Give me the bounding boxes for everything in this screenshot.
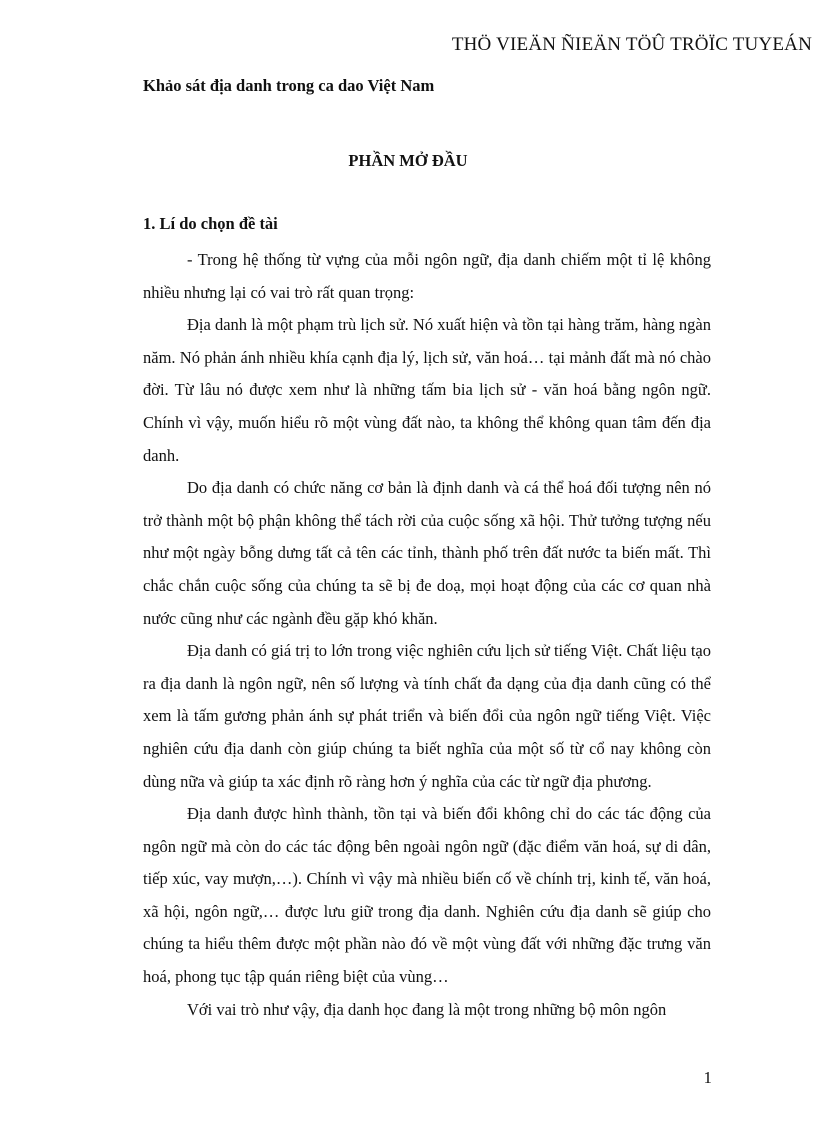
page-number: 1 <box>703 1068 712 1087</box>
body-text <box>143 244 711 1026</box>
paragraph-5: Địa danh được hình thành, tồn tại và biến đổi không chỉ do các tác động của ngôn ngữ mà còn do các tác động bên ngoài ngôn ngữ (đặc điểm văn hoá, sự di dân, tiếp xúc, vay mượn,…). Chính vì vậy mà nhiều biến cố về chính trị, kinh tế, văn hoá, xã hội, ngôn ngữ,… được lưu giữ trong địa danh. Nghiên cứu địa danh sẽ giúp cho chúng ta hiểu thêm được một phần nào đó về một vùng đất với những đặc trưng văn hoá, phong tục tập quán riêng biệt của vùng… <box>143 804 711 987</box>
paragraph-3: Do địa danh có chức năng cơ bản là định danh và cá thể hoá đối tượng nên nó trở thành một bộ phận không thể tách rời của cuộc sống xã hội. Thử tưởng tượng nếu như một ngày bỗng dưng tất cả tên các tỉnh, thành phố trên đất nước ta biến mất. Thì chắc chắn cuộc sống của chúng ta sẽ bị đe doạ, mọi hoạt động của các cơ quan nhà nước cũng như các ngành đều gặp khó khăn. <box>143 478 711 628</box>
running-header: THÖ VIEÄN ÑIEÄN TÖÛ TRÖÏC TUYEÁN <box>451 34 812 55</box>
paragraph-2: Địa danh là một phạm trù lịch sử. Nó xuất hiện và tồn tại hàng trăm, hàng ngàn năm. Nó phản ánh nhiều khía cạnh địa lý, lịch sử, văn hoá… tại mảnh đất mà nó chào đời. Từ lâu nó được xem như là những tấm bia lịch sử - văn hoá bằng ngôn ngữ. Chính vì vậy, muốn hiểu rõ một vùng đất nào, ta không thể không quan tâm đến địa danh. <box>143 315 711 465</box>
paragraph-1: - Trong hệ thống từ vựng của mỗi ngôn ngữ, địa danh chiếm một tỉ lệ không nhiều nhưng lại có vai trò rất quan trọng: <box>143 250 711 302</box>
section-heading: PHẦN MỞ ĐẦU <box>348 151 468 170</box>
paragraph-6: Với vai trò như vậy, địa danh học đang là một trong những bộ môn ngôn <box>187 999 667 1019</box>
subsection-heading: 1. Lí do chọn đề tài <box>143 214 278 233</box>
paragraph-4: Địa danh có giá trị to lớn trong việc nghiên cứu lịch sử tiếng Việt. Chất liệu tạo ra địa danh là ngôn ngữ, nên số lượng và tính chất đa dạng của địa danh cũng có thể xem là tấm gương phản ánh sự phát triển và biến đổi của ngôn ngữ tiếng Việt. Việc nghiên cứu địa danh còn giúp chúng ta biết nghĩa của một số từ cổ nay không còn dùng nữa và giúp ta xác định rõ ràng hơn ý nghĩa của các từ ngữ địa phương. <box>143 641 711 791</box>
document-title: Khảo sát địa danh trong ca dao Việt Nam <box>143 76 435 95</box>
